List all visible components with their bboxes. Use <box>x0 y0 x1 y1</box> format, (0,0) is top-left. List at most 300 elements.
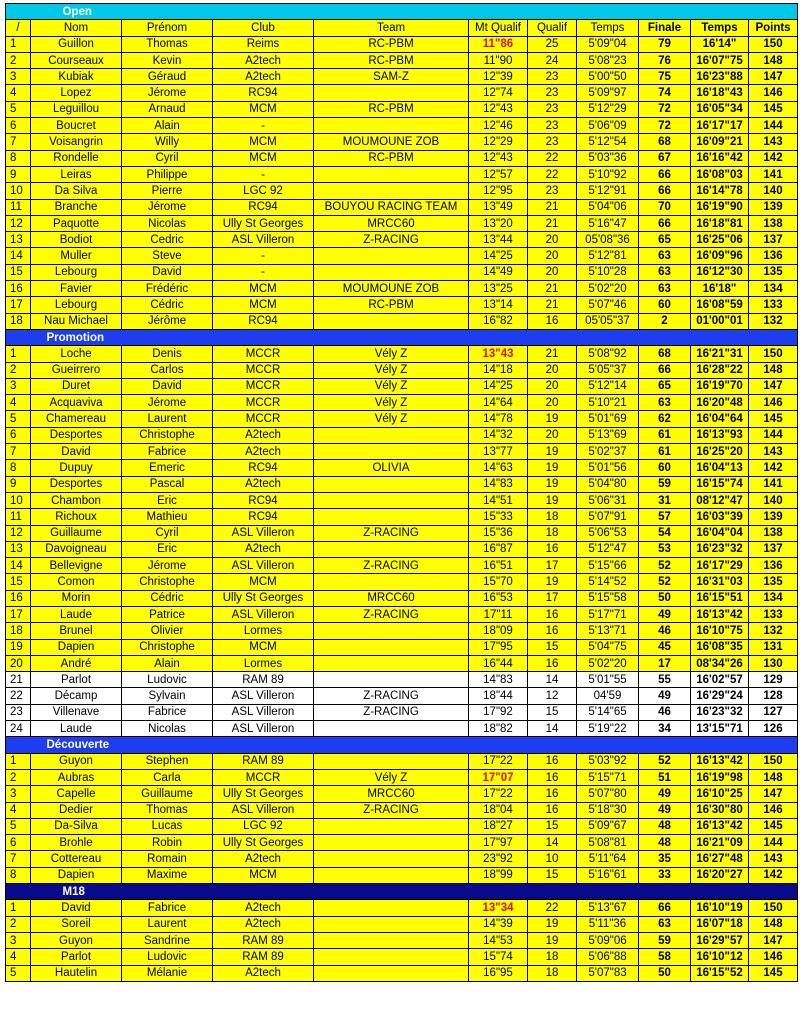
cell-mt-qualif: 13"49 <box>469 199 528 215</box>
cell-rank: 3 <box>6 932 31 948</box>
cell-temps: 5'16"61 <box>577 867 639 883</box>
cell-qualif: 17 <box>528 558 577 574</box>
cell-nom: Capelle <box>31 786 122 802</box>
cell-finale: 65 <box>639 378 691 394</box>
cell-temps: 5'12"81 <box>577 248 639 264</box>
cell-rank: 13 <box>6 541 31 557</box>
cell-team: MRCC60 <box>314 215 469 231</box>
cell-finale: 53 <box>639 541 691 557</box>
cell-finale: 45 <box>639 639 691 655</box>
cell-club: A2tech <box>213 965 314 981</box>
cell-rank: 8 <box>6 867 31 883</box>
cell-nom: Morin <box>31 590 122 606</box>
cell-temps-final: 16'31"03 <box>691 574 749 590</box>
cell-rank: 9 <box>6 166 31 182</box>
section-title: Découverte <box>31 737 798 753</box>
table-row <box>6 541 798 557</box>
column-header-mt-qualif: Mt Qualif <box>469 20 528 36</box>
cell-finale: 52 <box>639 558 691 574</box>
cell-club: Ully St Georges <box>213 786 314 802</box>
table-row <box>6 264 798 280</box>
cell-prenom: David <box>122 378 213 394</box>
table-row <box>6 411 798 427</box>
cell-mt-qualif: 14"25 <box>469 378 528 394</box>
cell-temps: 5'11"64 <box>577 851 639 867</box>
cell-temps: 5'13"67 <box>577 900 639 916</box>
cell-club: ASL Villeron <box>213 704 314 720</box>
cell-team: MOUMOUNE ZOB <box>314 281 469 297</box>
table-row <box>6 232 798 248</box>
cell-points: 145 <box>749 411 798 427</box>
cell-team: Z-RACING <box>314 704 469 720</box>
cell-club: RC94 <box>213 492 314 508</box>
cell-temps-final: 16'27"48 <box>691 851 749 867</box>
cell-prenom: Fabrice <box>122 444 213 460</box>
cell-rank: 14 <box>6 248 31 264</box>
column-header-club: Club <box>213 20 314 36</box>
cell-temps: 5'16"47 <box>577 215 639 231</box>
cell-nom: David <box>31 900 122 916</box>
cell-finale: 63 <box>639 264 691 280</box>
cell-temps: 5'06"53 <box>577 525 639 541</box>
cell-club: A2tech <box>213 69 314 85</box>
cell-temps-final: 16'17"17 <box>691 118 749 134</box>
cell-points: 140 <box>749 492 798 508</box>
cell-mt-qualif: 18"44 <box>469 688 528 704</box>
cell-points: 150 <box>749 36 798 52</box>
cell-temps: 05'05"37 <box>577 313 639 329</box>
cell-prenom: Sandrine <box>122 932 213 948</box>
cell-team <box>314 118 469 134</box>
cell-nom: Soreil <box>31 916 122 932</box>
table-row <box>6 867 798 883</box>
cell-team <box>314 672 469 688</box>
cell-club: MCM <box>213 101 314 117</box>
cell-mt-qualif: 18"27 <box>469 818 528 834</box>
cell-club: RC94 <box>213 460 314 476</box>
cell-points: 146 <box>749 85 798 101</box>
cell-club: MCM <box>213 297 314 313</box>
table-row <box>6 949 798 965</box>
cell-nom: Guyon <box>31 932 122 948</box>
cell-qualif: 16 <box>528 623 577 639</box>
cell-temps: 5'07"80 <box>577 786 639 802</box>
cell-qualif: 16 <box>528 753 577 769</box>
cell-qualif: 21 <box>528 297 577 313</box>
cell-team: Z-RACING <box>314 232 469 248</box>
cell-nom: Lopez <box>31 85 122 101</box>
cell-finale: 72 <box>639 101 691 117</box>
cell-temps: 5'07"91 <box>577 509 639 525</box>
cell-club: LGC 92 <box>213 183 314 199</box>
cell-rank: 1 <box>6 36 31 52</box>
column-header-temps-final: Temps <box>691 20 749 36</box>
cell-finale: 75 <box>639 69 691 85</box>
cell-temps: 5'02"37 <box>577 444 639 460</box>
cell-prenom: Jérome <box>122 85 213 101</box>
cell-prenom: Mathieu <box>122 509 213 525</box>
cell-points: 148 <box>749 52 798 68</box>
cell-team: RC-PBM <box>314 52 469 68</box>
cell-temps-final: 16'25"20 <box>691 444 749 460</box>
cell-nom: Richoux <box>31 509 122 525</box>
cell-team: Z-RACING <box>314 525 469 541</box>
cell-finale: 70 <box>639 199 691 215</box>
cell-team: RC-PBM <box>314 150 469 166</box>
table-row <box>6 378 798 394</box>
cell-nom: Nau Michael <box>31 313 122 329</box>
cell-rank: 17 <box>6 606 31 622</box>
table-row <box>6 704 798 720</box>
cell-temps: 5'14"65 <box>577 704 639 720</box>
section-header-m18 <box>6 884 798 900</box>
cell-prenom: Guillaume <box>122 786 213 802</box>
cell-temps-final: 16'02"57 <box>691 672 749 688</box>
cell-club: Ully St Georges <box>213 835 314 851</box>
cell-mt-qualif: 14"63 <box>469 460 528 476</box>
cell-prenom: Carlos <box>122 362 213 378</box>
cell-points: 136 <box>749 248 798 264</box>
cell-prenom: Géraud <box>122 69 213 85</box>
cell-club: ASL Villeron <box>213 525 314 541</box>
cell-points: 147 <box>749 786 798 802</box>
cell-mt-qualif: 13"34 <box>469 900 528 916</box>
table-row <box>6 688 798 704</box>
cell-nom: Paquotte <box>31 215 122 231</box>
cell-rank: 6 <box>6 427 31 443</box>
cell-temps: 5'04"06 <box>577 199 639 215</box>
cell-qualif: 16 <box>528 802 577 818</box>
cell-nom: Lebourg <box>31 297 122 313</box>
cell-team <box>314 248 469 264</box>
table-row <box>6 721 798 737</box>
section-title: Promotion <box>31 329 798 345</box>
cell-qualif: 21 <box>528 215 577 231</box>
cell-finale: 63 <box>639 281 691 297</box>
cell-points: 143 <box>749 134 798 150</box>
cell-team: Vély Z <box>314 362 469 378</box>
column-header-temps: Temps <box>577 20 639 36</box>
cell-points: 134 <box>749 281 798 297</box>
cell-club: RAM 89 <box>213 672 314 688</box>
cell-points: 135 <box>749 264 798 280</box>
cell-mt-qualif: 14"78 <box>469 411 528 427</box>
cell-nom: André <box>31 655 122 671</box>
cell-finale: 17 <box>639 655 691 671</box>
cell-qualif: 17 <box>528 590 577 606</box>
cell-points: 143 <box>749 851 798 867</box>
cell-club: ASL Villeron <box>213 558 314 574</box>
cell-rank: 8 <box>6 150 31 166</box>
cell-qualif: 20 <box>528 378 577 394</box>
cell-points: 141 <box>749 166 798 182</box>
cell-prenom: Jérome <box>122 199 213 215</box>
cell-temps: 5'08"23 <box>577 52 639 68</box>
cell-finale: 52 <box>639 753 691 769</box>
cell-temps-final: 16'12"30 <box>691 264 749 280</box>
cell-points: 150 <box>749 346 798 362</box>
cell-temps-final: 16'19"98 <box>691 769 749 785</box>
cell-mt-qualif: 12"43 <box>469 101 528 117</box>
table-row <box>6 427 798 443</box>
cell-prenom: Eric <box>122 492 213 508</box>
cell-temps: 5'12"91 <box>577 183 639 199</box>
cell-temps: 5'12"29 <box>577 101 639 117</box>
cell-finale: 67 <box>639 150 691 166</box>
cell-qualif: 24 <box>528 52 577 68</box>
column-header-qualif: Qualif <box>528 20 577 36</box>
cell-temps-final: 16'09"21 <box>691 134 749 150</box>
cell-nom: Da Silva <box>31 183 122 199</box>
cell-qualif: 14 <box>528 672 577 688</box>
cell-qualif: 23 <box>528 85 577 101</box>
cell-prenom: Ludovic <box>122 672 213 688</box>
cell-temps: 5'04"80 <box>577 476 639 492</box>
cell-nom: Chambon <box>31 492 122 508</box>
cell-qualif: 19 <box>528 411 577 427</box>
cell-nom: Brohle <box>31 835 122 851</box>
cell-finale: 49 <box>639 688 691 704</box>
cell-club: MCCR <box>213 395 314 411</box>
cell-temps: 5'06"09 <box>577 118 639 134</box>
table-row <box>6 492 798 508</box>
cell-rank: 9 <box>6 476 31 492</box>
cell-points: 146 <box>749 395 798 411</box>
cell-nom: Dedier <box>31 802 122 818</box>
table-row <box>6 444 798 460</box>
cell-rank: 5 <box>6 818 31 834</box>
cell-finale: 33 <box>639 867 691 883</box>
table-row <box>6 215 798 231</box>
cell-team: Z-RACING <box>314 688 469 704</box>
cell-temps-final: 08'34"26 <box>691 655 749 671</box>
cell-temps-final: 16'20"48 <box>691 395 749 411</box>
table-row <box>6 623 798 639</box>
cell-mt-qualif: 13"44 <box>469 232 528 248</box>
cell-prenom: Cédric <box>122 590 213 606</box>
cell-team: Z-RACING <box>314 606 469 622</box>
cell-temps-final: 16'05"34 <box>691 101 749 117</box>
cell-team <box>314 900 469 916</box>
cell-points: 147 <box>749 378 798 394</box>
cell-qualif: 21 <box>528 199 577 215</box>
cell-rank: 24 <box>6 721 31 737</box>
cell-team: MRCC60 <box>314 590 469 606</box>
cell-club: MCCR <box>213 346 314 362</box>
table-row <box>6 851 798 867</box>
cell-qualif: 16 <box>528 606 577 622</box>
cell-finale: 66 <box>639 183 691 199</box>
cell-points: 150 <box>749 900 798 916</box>
cell-club: MCM <box>213 281 314 297</box>
cell-finale: 59 <box>639 476 691 492</box>
cell-mt-qualif: 14"64 <box>469 395 528 411</box>
cell-temps-final: 16'29"24 <box>691 688 749 704</box>
cell-team <box>314 541 469 557</box>
cell-team <box>314 264 469 280</box>
cell-club: RC94 <box>213 313 314 329</box>
cell-team <box>314 492 469 508</box>
table-row <box>6 101 798 117</box>
cell-club: Ully St Georges <box>213 590 314 606</box>
table-row <box>6 509 798 525</box>
cell-club: MCM <box>213 574 314 590</box>
cell-prenom: Stephen <box>122 753 213 769</box>
cell-mt-qualif: 13"20 <box>469 215 528 231</box>
cell-temps: 5'06"31 <box>577 492 639 508</box>
cell-finale: 31 <box>639 492 691 508</box>
cell-mt-qualif: 14"83 <box>469 476 528 492</box>
table-row <box>6 835 798 851</box>
cell-temps-final: 16'10"12 <box>691 949 749 965</box>
cell-team: OLIVIA <box>314 460 469 476</box>
cell-temps-final: 16'13"93 <box>691 427 749 443</box>
cell-qualif: 16 <box>528 655 577 671</box>
table-row <box>6 313 798 329</box>
cell-nom: Desportes <box>31 427 122 443</box>
cell-qualif: 12 <box>528 688 577 704</box>
cell-nom: Laude <box>31 721 122 737</box>
cell-rank: 4 <box>6 85 31 101</box>
cell-club: A2tech <box>213 52 314 68</box>
cell-team <box>314 183 469 199</box>
cell-temps: 5'07"83 <box>577 965 639 981</box>
cell-qualif: 20 <box>528 232 577 248</box>
cell-qualif: 19 <box>528 574 577 590</box>
cell-points: 145 <box>749 965 798 981</box>
cell-qualif: 23 <box>528 118 577 134</box>
table-row <box>6 85 798 101</box>
results-table <box>5 3 798 982</box>
cell-prenom: Jérome <box>122 395 213 411</box>
cell-temps-final: 16'15"74 <box>691 476 749 492</box>
cell-points: 128 <box>749 688 798 704</box>
cell-rank: 7 <box>6 444 31 460</box>
cell-temps-final: 16'15"51 <box>691 590 749 606</box>
cell-temps: 5'15"66 <box>577 558 639 574</box>
cell-nom: Leguillou <box>31 101 122 117</box>
cell-nom: Loche <box>31 346 122 362</box>
cell-mt-qualif: 18"99 <box>469 867 528 883</box>
cell-nom: Davoigneau <box>31 541 122 557</box>
cell-mt-qualif: 13"14 <box>469 297 528 313</box>
cell-nom: Guyon <box>31 753 122 769</box>
cell-team <box>314 509 469 525</box>
cell-temps: 5'15"58 <box>577 590 639 606</box>
cell-temps-final: 16'08"03 <box>691 166 749 182</box>
cell-nom: Guillon <box>31 36 122 52</box>
cell-points: 132 <box>749 313 798 329</box>
cell-prenom: Eric <box>122 541 213 557</box>
cell-mt-qualif: 16"51 <box>469 558 528 574</box>
cell-finale: 58 <box>639 949 691 965</box>
cell-mt-qualif: 12"39 <box>469 69 528 85</box>
cell-nom: Parlot <box>31 949 122 965</box>
cell-mt-qualif: 14"39 <box>469 916 528 932</box>
cell-temps-final: 16'07"18 <box>691 916 749 932</box>
cell-qualif: 15 <box>528 704 577 720</box>
cell-finale: 48 <box>639 818 691 834</box>
cell-mt-qualif: 16"53 <box>469 590 528 606</box>
cell-team: BOUYOU RACING TEAM <box>314 199 469 215</box>
section-title: Open <box>31 4 798 20</box>
cell-team: Z-RACING <box>314 802 469 818</box>
cell-rank: 2 <box>6 916 31 932</box>
cell-temps-final: 16'10"25 <box>691 786 749 802</box>
cell-mt-qualif: 18"09 <box>469 623 528 639</box>
cell-qualif: 16 <box>528 769 577 785</box>
cell-rank: 5 <box>6 411 31 427</box>
cell-rank: 21 <box>6 672 31 688</box>
table-row <box>6 932 798 948</box>
cell-rank: 1 <box>6 900 31 916</box>
cell-qualif: 20 <box>528 248 577 264</box>
cell-rank: 14 <box>6 558 31 574</box>
cell-rank: 22 <box>6 688 31 704</box>
table-row <box>6 606 798 622</box>
cell-rank: 12 <box>6 525 31 541</box>
cell-points: 134 <box>749 590 798 606</box>
cell-temps: 5'03"92 <box>577 753 639 769</box>
cell-mt-qualif: 12"46 <box>469 118 528 134</box>
cell-prenom: David <box>122 264 213 280</box>
cell-nom: Cottereau <box>31 851 122 867</box>
table-row <box>6 965 798 981</box>
table-row <box>6 558 798 574</box>
cell-finale: 52 <box>639 574 691 590</box>
cell-prenom: Alain <box>122 118 213 134</box>
cell-rank: 4 <box>6 395 31 411</box>
column-header-row <box>6 20 798 36</box>
cell-temps: 5'09"67 <box>577 818 639 834</box>
cell-points: 144 <box>749 118 798 134</box>
table-row <box>6 36 798 52</box>
cell-points: 147 <box>749 69 798 85</box>
cell-prenom: Romain <box>122 851 213 867</box>
cell-nom: Gueirrero <box>31 362 122 378</box>
cell-qualif: 25 <box>528 36 577 52</box>
cell-mt-qualif: 15"74 <box>469 949 528 965</box>
cell-mt-qualif: 18"04 <box>469 802 528 818</box>
cell-qualif: 15 <box>528 639 577 655</box>
cell-finale: 63 <box>639 916 691 932</box>
cell-qualif: 19 <box>528 476 577 492</box>
cell-mt-qualif: 15"70 <box>469 574 528 590</box>
cell-points: 139 <box>749 199 798 215</box>
cell-rank: 13 <box>6 232 31 248</box>
column-header-points: Points <box>749 20 798 36</box>
cell-nom: Bodiot <box>31 232 122 248</box>
cell-rank: 7 <box>6 851 31 867</box>
cell-temps: 5'01"55 <box>577 672 639 688</box>
cell-finale: 49 <box>639 606 691 622</box>
cell-temps-final: 16'18"81 <box>691 215 749 231</box>
cell-club: Lormes <box>213 623 314 639</box>
cell-temps-final: 16'21"31 <box>691 346 749 362</box>
cell-points: 129 <box>749 672 798 688</box>
cell-prenom: Jérome <box>122 558 213 574</box>
cell-team <box>314 753 469 769</box>
cell-points: 126 <box>749 721 798 737</box>
cell-club: ASL Villeron <box>213 802 314 818</box>
cell-temps-final: 16'14" <box>691 36 749 52</box>
cell-points: 148 <box>749 916 798 932</box>
cell-points: 146 <box>749 802 798 818</box>
cell-qualif: 22 <box>528 150 577 166</box>
table-row <box>6 460 798 476</box>
cell-temps-final: 16'20"27 <box>691 867 749 883</box>
cell-rank: 3 <box>6 69 31 85</box>
